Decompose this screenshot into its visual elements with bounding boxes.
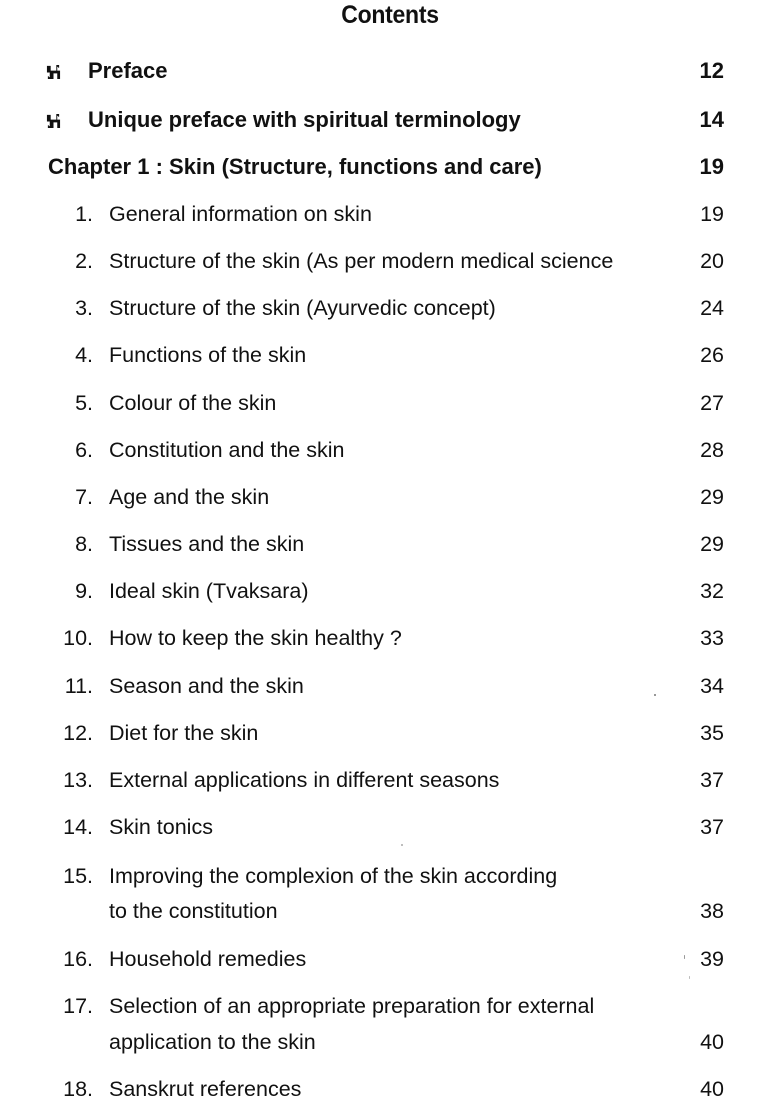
item-page: 39 [700, 947, 724, 971]
item-number: 10. [63, 626, 93, 650]
item-number: 4. [75, 343, 93, 367]
item-number: 17. [63, 994, 93, 1018]
toc-item-13[interactable] [0, 765, 780, 795]
item-label: Diet for the skin [109, 721, 259, 745]
item-label: External applications in different seasons [109, 768, 500, 792]
item-label: Constitution and the skin [109, 438, 345, 462]
item-number: 5. [75, 391, 93, 415]
item-page: 20 [700, 249, 724, 273]
item-number: 3. [75, 296, 93, 320]
item-label: Skin tonics [109, 815, 213, 839]
toc-entry-label: Preface [88, 58, 168, 83]
item-label: Age and the skin [109, 485, 270, 509]
chapter-heading: Chapter 1 : Skin (Structure, functions and care) [48, 154, 542, 179]
toc-item-12[interactable] [0, 718, 780, 748]
item-number: 9. [75, 579, 93, 603]
item-number: 18. [63, 1077, 93, 1101]
item-label: Sanskrut references [109, 1077, 302, 1101]
toc-entry-page: 12 [699, 58, 724, 83]
item-page: 29 [700, 485, 724, 509]
toc-entry-unique-preface[interactable] [0, 105, 780, 135]
toc-item-17[interactable] [0, 991, 780, 1057]
item-page: 27 [700, 391, 724, 415]
item-number: 2. [75, 249, 93, 273]
swastika-icon [46, 56, 61, 86]
scan-speck [684, 955, 685, 959]
toc-entry-preface[interactable] [0, 56, 780, 86]
toc-item-10[interactable] [0, 623, 780, 653]
page-title: Contents [341, 1, 439, 29]
toc-item-7[interactable] [0, 482, 780, 512]
toc-entry-label: Unique preface with spiritual terminology [88, 107, 521, 132]
item-page: 26 [700, 343, 724, 367]
item-page: 32 [700, 579, 724, 603]
scan-speck [654, 694, 656, 696]
swastika-icon [46, 105, 61, 135]
toc-item-2[interactable] [0, 246, 780, 276]
toc-item-1[interactable] [0, 199, 780, 229]
item-number: 7. [75, 485, 93, 509]
item-label: Ideal skin (Tvaksara) [109, 579, 309, 603]
toc-item-8[interactable] [0, 529, 780, 559]
item-number: 12. [63, 721, 93, 745]
item-label: Household remedies [109, 947, 307, 971]
item-page: 33 [700, 626, 724, 650]
item-number: 14. [63, 815, 93, 839]
item-label: Selection of an appropriate preparation for external [109, 994, 595, 1018]
toc-item-18[interactable] [0, 1074, 780, 1104]
toc-entry-page: 19 [699, 154, 724, 179]
item-label-continued: to the constitution [109, 899, 278, 923]
item-page: 19 [700, 202, 724, 226]
toc-item-4[interactable] [0, 340, 780, 370]
item-page: 38 [700, 899, 724, 923]
item-number: 6. [75, 438, 93, 462]
item-number: 11. [64, 674, 93, 698]
toc-item-15[interactable] [0, 861, 780, 927]
toc-entry-page: 14 [699, 107, 724, 132]
item-number: 13. [63, 768, 93, 792]
item-page: 29 [700, 532, 724, 556]
item-number: 8. [75, 532, 93, 556]
toc-item-14[interactable] [0, 812, 780, 842]
toc-item-6[interactable] [0, 435, 780, 465]
item-number: 16. [63, 947, 93, 971]
item-label: How to keep the skin healthy ? [109, 626, 402, 650]
item-label: Improving the complexion of the skin according [109, 864, 558, 888]
item-page: 35 [700, 721, 724, 745]
item-number: 1. [75, 202, 93, 226]
item-page: 34 [700, 674, 724, 698]
item-page: 28 [700, 438, 724, 462]
toc-item-9[interactable] [0, 576, 780, 606]
scan-speck [401, 844, 403, 846]
item-page: 37 [700, 768, 724, 792]
item-label: Season and the skin [109, 674, 304, 698]
item-number: 15. [63, 864, 93, 888]
item-label-continued: application to the skin [109, 1030, 316, 1054]
toc-item-16[interactable] [0, 944, 780, 974]
item-page: 40 [700, 1030, 724, 1054]
item-label: Colour of the skin [109, 391, 277, 415]
item-page: 24 [700, 296, 724, 320]
toc-chapter-1[interactable] [0, 152, 780, 182]
item-label: Structure of the skin (Ayurvedic concept) [109, 296, 496, 320]
toc-item-5[interactable] [0, 388, 780, 418]
item-page: 40 [700, 1077, 724, 1101]
toc-item-11[interactable] [0, 671, 780, 701]
item-label: General information on skin [109, 202, 372, 226]
item-page: 37 [700, 815, 724, 839]
scan-speck [689, 976, 690, 979]
item-label: Tissues and the skin [109, 532, 305, 556]
item-label: Functions of the skin [109, 343, 307, 367]
item-label: Structure of the skin (As per modern medical science [109, 249, 614, 273]
toc-item-3[interactable] [0, 293, 780, 323]
